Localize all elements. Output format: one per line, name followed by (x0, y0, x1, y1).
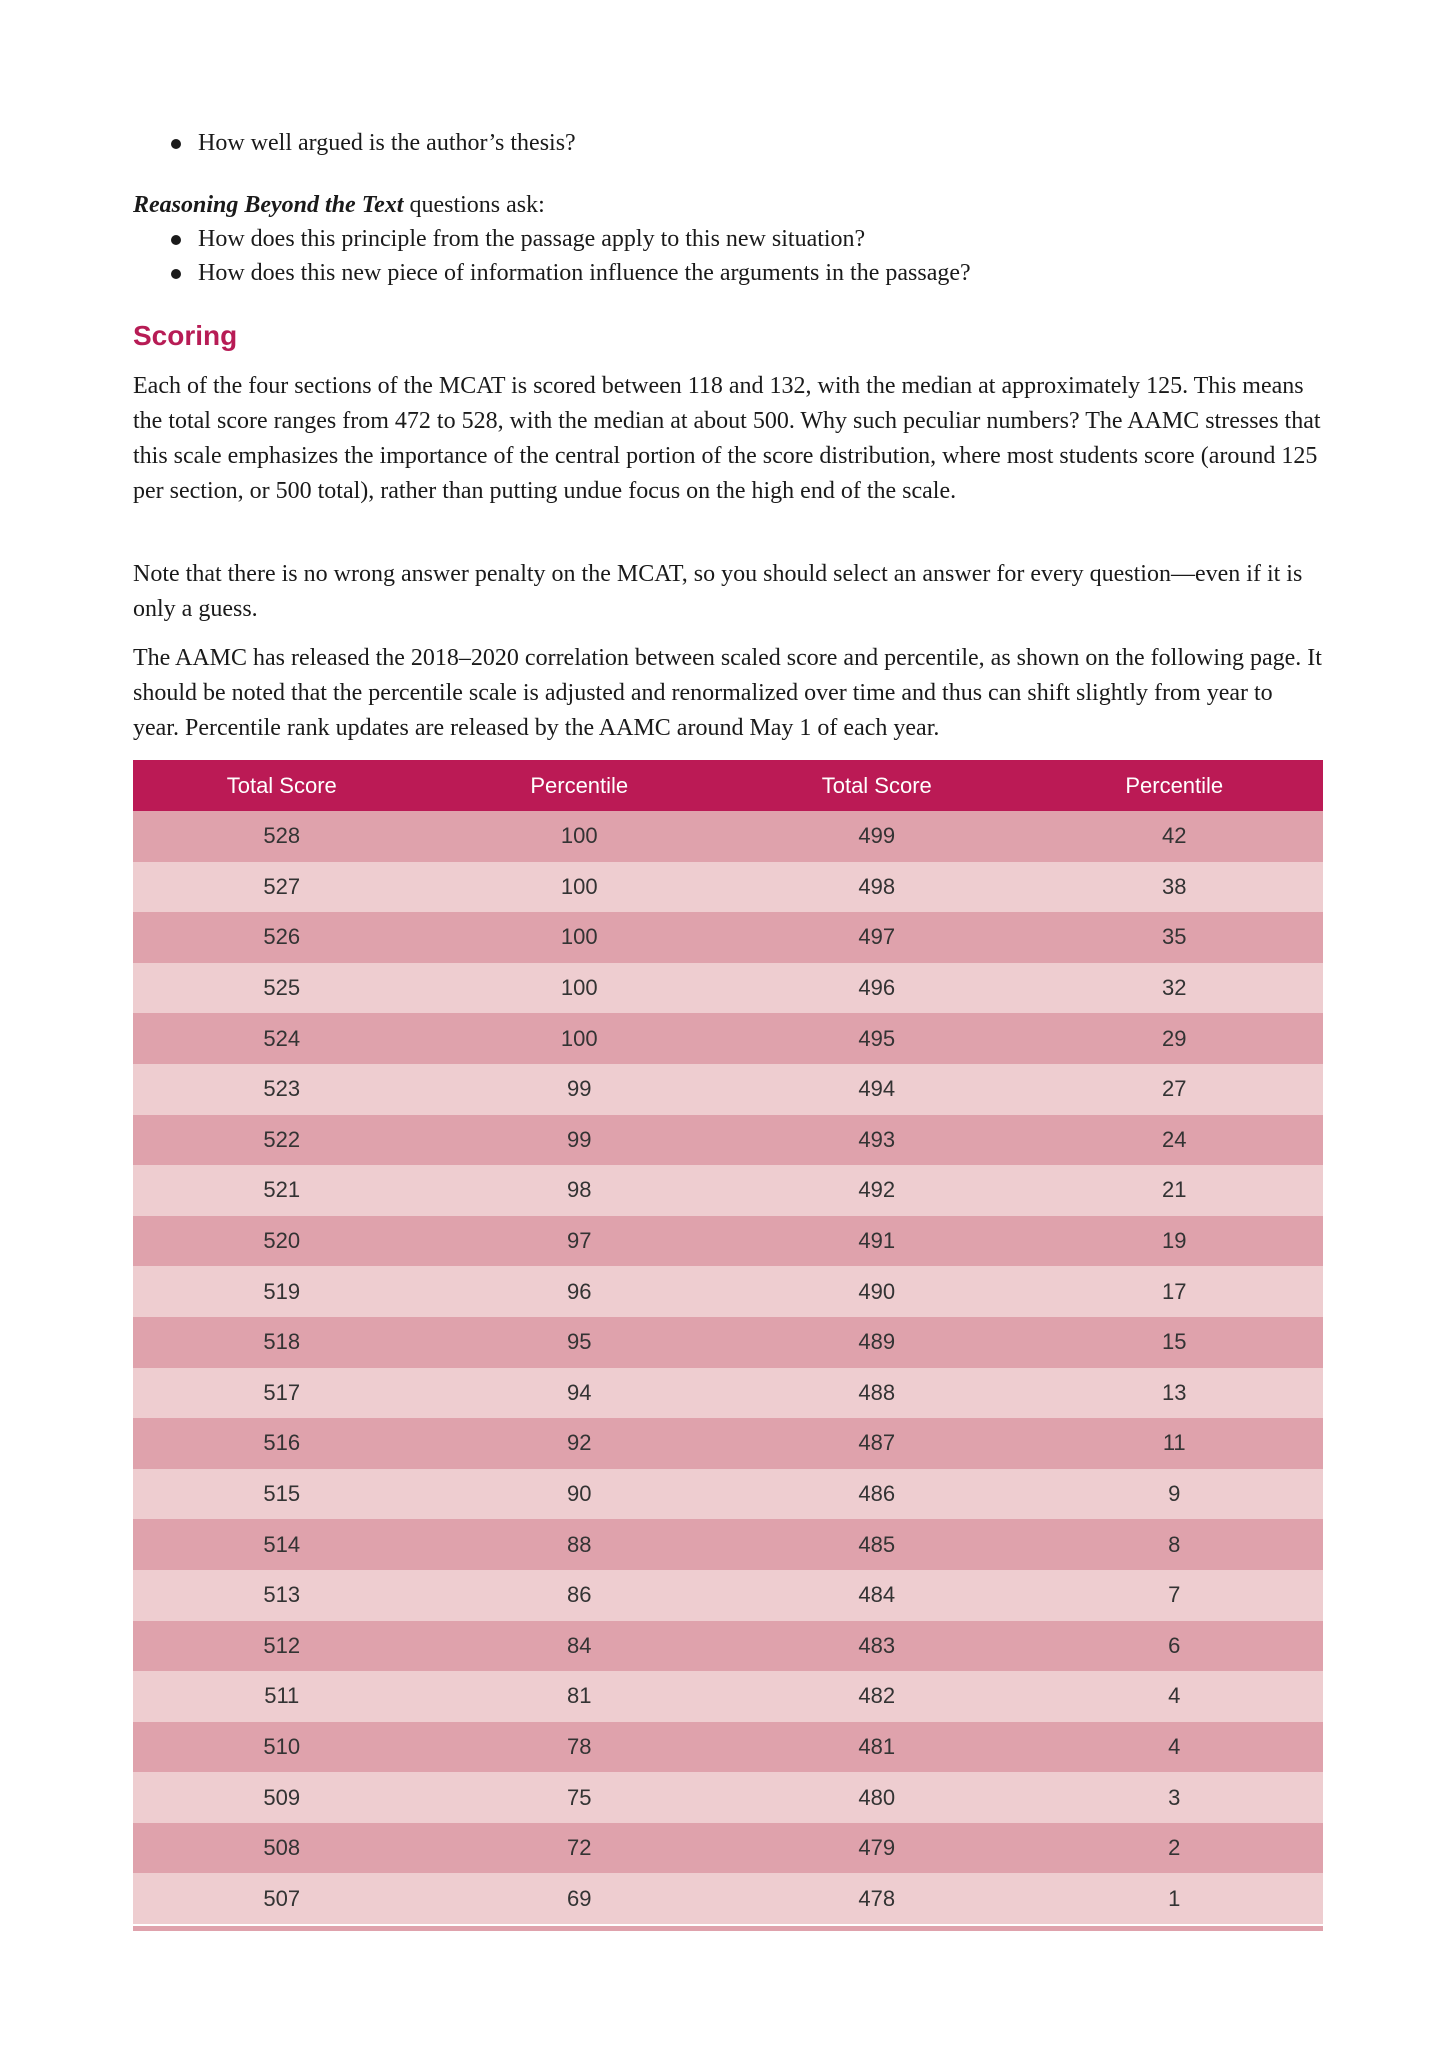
cell-percentile: 90 (431, 1469, 729, 1520)
bullet-item (133, 126, 1323, 160)
bullet-item (133, 256, 1323, 290)
cell-percentile: 42 (1026, 811, 1324, 862)
cell-total-score: 521 (133, 1165, 431, 1216)
cell-total-score: 481 (728, 1722, 1026, 1773)
cell-percentile: 7 (1026, 1570, 1324, 1621)
table-row (133, 1671, 1323, 1722)
table-row (133, 1570, 1323, 1621)
table-header-row (133, 760, 1323, 811)
rbt-bullet-list (133, 222, 1323, 290)
rbt-heading (133, 188, 1323, 222)
reasoning-beyond-text-block (133, 188, 1323, 290)
table-row (133, 1469, 1323, 1520)
cell-percentile: 21 (1026, 1165, 1324, 1216)
cell-total-score: 520 (133, 1216, 431, 1267)
cell-total-score: 507 (133, 1873, 431, 1924)
cell-percentile: 35 (1026, 912, 1324, 963)
cell-percentile: 2 (1026, 1823, 1324, 1874)
table-row (133, 1368, 1323, 1419)
cell-total-score: 493 (728, 1115, 1026, 1166)
cell-total-score: 524 (133, 1013, 431, 1064)
cell-total-score: 499 (728, 811, 1026, 862)
cell-percentile: 9 (1026, 1469, 1324, 1520)
cell-percentile: 94 (431, 1368, 729, 1419)
cell-percentile: 100 (431, 862, 729, 913)
cell-total-score: 514 (133, 1519, 431, 1570)
table-row (133, 1772, 1323, 1823)
cell-total-score: 527 (133, 862, 431, 913)
cell-total-score: 525 (133, 963, 431, 1014)
table-row (133, 912, 1323, 963)
cell-total-score: 509 (133, 1772, 431, 1823)
cell-percentile: 100 (431, 963, 729, 1014)
bullet-dot-icon (171, 139, 181, 149)
table-row (133, 1519, 1323, 1570)
rbt-heading-rest: questions ask: (403, 192, 545, 218)
cell-percentile: 4 (1026, 1671, 1324, 1722)
cell-total-score: 497 (728, 912, 1026, 963)
table-row (133, 1216, 1323, 1267)
cell-percentile: 6 (1026, 1621, 1324, 1672)
table-row (133, 1115, 1323, 1166)
bullet-text: How well argued is the author’s thesis? (198, 130, 576, 156)
table-row (133, 1013, 1323, 1064)
header-percentile: Percentile (431, 760, 729, 811)
cell-percentile: 24 (1026, 1115, 1324, 1166)
table-body (133, 811, 1323, 1924)
cell-total-score: 523 (133, 1064, 431, 1115)
cell-total-score: 517 (133, 1368, 431, 1419)
cell-total-score: 508 (133, 1823, 431, 1874)
cell-percentile: 88 (431, 1519, 729, 1570)
cell-total-score: 515 (133, 1469, 431, 1520)
cell-total-score: 511 (133, 1671, 431, 1722)
cell-total-score: 483 (728, 1621, 1026, 1672)
cell-percentile: 32 (1026, 963, 1324, 1014)
paragraph-score-range: Each of the four sections of the MCAT is scored between 118 and 132, with the median at approximately 125. This means the total score ranges from 472 to 528, with the median at about 500. Why such peculiar numbers? The AAMC stresses that this scale emphasizes the importance of the central portion of the score distribution, where most students score (around 125 per section, or 500 total), rather than putting undue focus on the high end of the scale. (133, 373, 1321, 504)
cell-percentile: 98 (431, 1165, 729, 1216)
cell-total-score: 513 (133, 1570, 431, 1621)
cell-total-score: 487 (728, 1418, 1026, 1469)
rbt-heading-bold: Reasoning Beyond the Text (133, 192, 404, 218)
table-row (133, 862, 1323, 913)
cell-percentile: 4 (1026, 1722, 1324, 1773)
cell-total-score: 491 (728, 1216, 1026, 1267)
cell-percentile: 92 (431, 1418, 729, 1469)
bullet-text: How does this principle from the passage apply to this new situation? (198, 226, 866, 252)
cell-total-score: 494 (728, 1064, 1026, 1115)
cell-percentile: 11 (1026, 1418, 1324, 1469)
cell-percentile: 27 (1026, 1064, 1324, 1115)
cell-percentile: 97 (431, 1216, 729, 1267)
cell-total-score: 479 (728, 1823, 1026, 1874)
score-percentile-table (133, 760, 1323, 1924)
cell-percentile: 19 (1026, 1216, 1324, 1267)
cell-percentile: 75 (431, 1772, 729, 1823)
section-title-scoring: Scoring (133, 320, 238, 351)
cell-total-score: 516 (133, 1418, 431, 1469)
cell-total-score: 498 (728, 862, 1026, 913)
cell-percentile: 99 (431, 1064, 729, 1115)
table-row (133, 1165, 1323, 1216)
cell-total-score: 485 (728, 1519, 1026, 1570)
cell-total-score: 496 (728, 963, 1026, 1014)
cell-percentile: 95 (431, 1317, 729, 1368)
table-bottom-strip (133, 1926, 1323, 1931)
header-percentile: Percentile (1026, 760, 1324, 811)
header-total-score: Total Score (133, 760, 431, 811)
cell-total-score: 490 (728, 1266, 1026, 1317)
cell-percentile: 86 (431, 1570, 729, 1621)
top-bullet-list (133, 126, 1323, 160)
cell-percentile: 15 (1026, 1317, 1324, 1368)
cell-percentile: 8 (1026, 1519, 1324, 1570)
paragraph-percentile-note: The AAMC has released the 2018–2020 correlation between scaled score and percentile, as shown on the following page. It should be noted that the percentile scale is adjusted and renormalized over time and thus can shift slightly from year to year. Percentile rank updates are released by the AAMC around May 1 of each year. (133, 645, 1322, 741)
paragraph-no-penalty: Note that there is no wrong answer penalty on the MCAT, so you should select an answer for every question—even if it is only a guess. (133, 561, 1303, 622)
cell-percentile: 72 (431, 1823, 729, 1874)
cell-percentile: 29 (1026, 1013, 1324, 1064)
cell-total-score: 482 (728, 1671, 1026, 1722)
cell-total-score: 484 (728, 1570, 1026, 1621)
cell-percentile: 78 (431, 1722, 729, 1773)
cell-percentile: 96 (431, 1266, 729, 1317)
cell-percentile: 69 (431, 1873, 729, 1924)
cell-total-score: 522 (133, 1115, 431, 1166)
cell-total-score: 489 (728, 1317, 1026, 1368)
cell-percentile: 100 (431, 1013, 729, 1064)
table-row (133, 1823, 1323, 1874)
table-row (133, 1873, 1323, 1924)
cell-total-score: 526 (133, 912, 431, 963)
table-row (133, 1722, 1323, 1773)
cell-total-score: 512 (133, 1621, 431, 1672)
cell-total-score: 480 (728, 1772, 1026, 1823)
header-total-score: Total Score (728, 760, 1026, 811)
table-row (133, 1266, 1323, 1317)
cell-percentile: 100 (431, 912, 729, 963)
cell-total-score: 478 (728, 1873, 1026, 1924)
cell-total-score: 495 (728, 1013, 1026, 1064)
bullet-text: How does this new piece of information influence the arguments in the passage? (198, 260, 971, 286)
cell-percentile: 3 (1026, 1772, 1324, 1823)
cell-total-score: 528 (133, 811, 431, 862)
cell-percentile: 13 (1026, 1368, 1324, 1419)
table-row (133, 1317, 1323, 1368)
table-row (133, 811, 1323, 862)
bullet-dot-icon (171, 235, 181, 245)
cell-percentile: 100 (431, 811, 729, 862)
cell-total-score: 519 (133, 1266, 431, 1317)
cell-total-score: 518 (133, 1317, 431, 1368)
cell-percentile: 84 (431, 1621, 729, 1672)
table-row (133, 963, 1323, 1014)
cell-percentile: 81 (431, 1671, 729, 1722)
cell-percentile: 1 (1026, 1873, 1324, 1924)
cell-percentile: 38 (1026, 862, 1324, 913)
bullet-dot-icon (171, 269, 181, 279)
cell-total-score: 486 (728, 1469, 1026, 1520)
table-row (133, 1621, 1323, 1672)
cell-percentile: 99 (431, 1115, 729, 1166)
table-row (133, 1418, 1323, 1469)
cell-percentile: 17 (1026, 1266, 1324, 1317)
cell-total-score: 488 (728, 1368, 1026, 1419)
cell-total-score: 492 (728, 1165, 1026, 1216)
cell-total-score: 510 (133, 1722, 431, 1773)
table-row (133, 1064, 1323, 1115)
bullet-item (133, 222, 1323, 256)
